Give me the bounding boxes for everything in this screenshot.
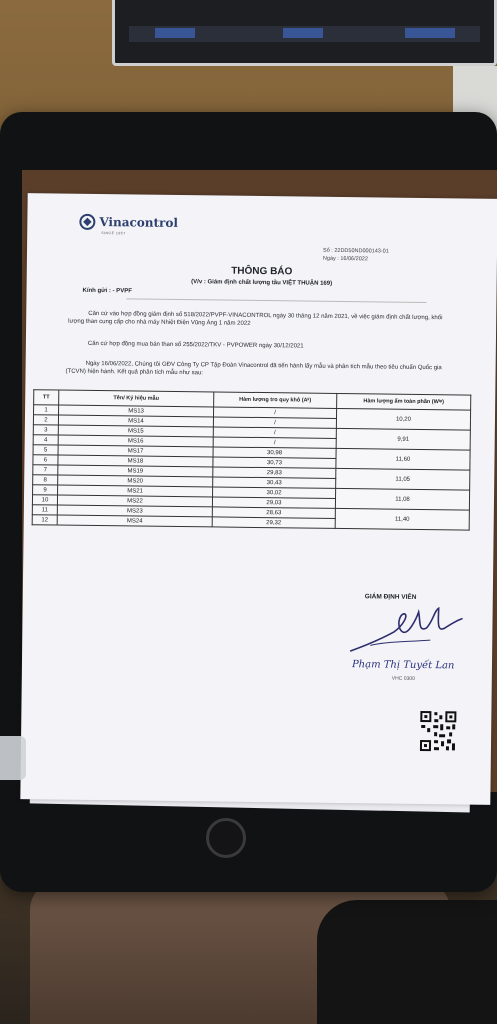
moisture-value: 10,20 [336,408,470,430]
sample-code: MS17 [58,445,213,457]
ash-value: 30,73 [213,457,336,469]
row-index: 2 [33,415,58,425]
ash-value: 29,83 [213,467,336,479]
results-table [32,389,472,530]
signer-name: Phạm Thị Tuyết Lan [351,659,455,672]
row-index: 12 [32,515,57,525]
sample-code: MS16 [58,435,213,447]
tablet-home-button[interactable] [206,818,246,858]
recipient: Kính gửi : - PVPF [82,287,132,295]
row-index: 4 [33,435,58,445]
sample-code: MS14 [58,415,213,427]
ash-value: / [213,407,336,419]
screen-glow [283,28,323,38]
sample-code: MS21 [58,485,213,497]
reference-date: Ngày : 16/06/2022 [322,255,368,263]
moisture-value: 11,60 [336,448,470,470]
inspector-title: GIÁM ĐỊNH VIÊN [364,593,417,601]
reference-number: Số : 22DD50ND000143-01 [323,247,389,255]
moisture-value: 11,05 [336,468,470,490]
side-tab [0,736,26,780]
sample-code: MS23 [57,505,212,517]
header-ash: Hàm lượng tro quy khô (Aᵏ) [214,392,337,409]
screen-glow [405,28,455,38]
header-moisture: Hàm lượng ẩm toàn phần (Wᵗᵖ) [337,393,471,410]
row-index: 1 [34,405,59,415]
ash-value: 28,63 [212,507,335,519]
row-index: 10 [32,495,57,505]
signer-code: VHC 0300 [391,675,415,682]
sample-code: MS24 [57,515,212,527]
ash-value: / [213,427,336,439]
brand-tagline: SINCE 1957 [101,231,126,236]
vinacontrol-logo-icon [79,214,95,230]
ash-value: / [213,437,336,449]
notice-document [20,193,497,805]
row-index: 6 [33,455,58,465]
handwritten-signature [346,601,465,658]
sample-code: MS19 [58,465,213,477]
reference-block [323,247,389,264]
sample-code: MS18 [58,455,213,467]
sample-code: MS13 [59,405,214,417]
dark-cloth [317,900,497,1024]
sample-code: MS22 [57,495,212,507]
ash-value: / [213,417,336,429]
header-sample: Tên/ Ký hiệu mẫu [59,390,214,407]
moisture-value: 11,40 [335,508,469,530]
moisture-value: 11,08 [335,488,469,510]
ash-value: 30,43 [213,477,336,489]
ash-value: 30,98 [213,447,336,459]
sample-code: MS15 [58,425,213,437]
brand-name: Vinacontrol [99,215,179,230]
sample-code: MS20 [58,475,213,487]
vinacontrol-logo [79,214,178,231]
qr-code-icon [419,710,458,752]
paragraph-sampling: Ngày 16/06/2022, Chúng tôi GĐV Công Ty CP Tập Đoàn Vinacontrol đã tiến hành lấy mẫu và phân tích mẫu theo tiêu chuẩn Quốc gia (TCVN) hiện hành. Kết quả phân tích mẫu như sau: [65,360,442,377]
notice-title: THÔNG BÁO [231,265,293,278]
notice-subject: (V/v : Giám định chất lượng tầu VIỆT THUẬN 169) [191,279,333,287]
row-index: 11 [32,505,57,515]
header-index: TT [34,390,59,405]
screen-glow [155,28,195,38]
moisture-value: 9,91 [336,428,470,450]
row-index: 9 [33,485,58,495]
row-index: 5 [33,445,58,455]
ash-value: 29,32 [212,517,335,529]
divider [126,298,426,303]
row-index: 8 [33,475,58,485]
ash-value: 29,03 [212,497,335,509]
computer-monitor [112,0,497,66]
ash-value: 30,02 [213,487,336,499]
paragraph-contract: Căn cứ vào hợp đồng giám định số 518/2022/PVPF-VINACONTROL ngày 30 tháng 12 năm 2021, về việc giám định chất lượng, khối lượng than cung cấp cho nhà máy Nhiệt Điện Vũng Áng 1 năm 2022 [68,310,443,327]
row-index: 3 [33,425,58,435]
row-index: 7 [33,465,58,475]
paragraph-purchase: Căn cứ hợp đồng mua bán than số 255/2022/TKV - PVPOWER ngày 30/12/2021 [87,340,304,350]
